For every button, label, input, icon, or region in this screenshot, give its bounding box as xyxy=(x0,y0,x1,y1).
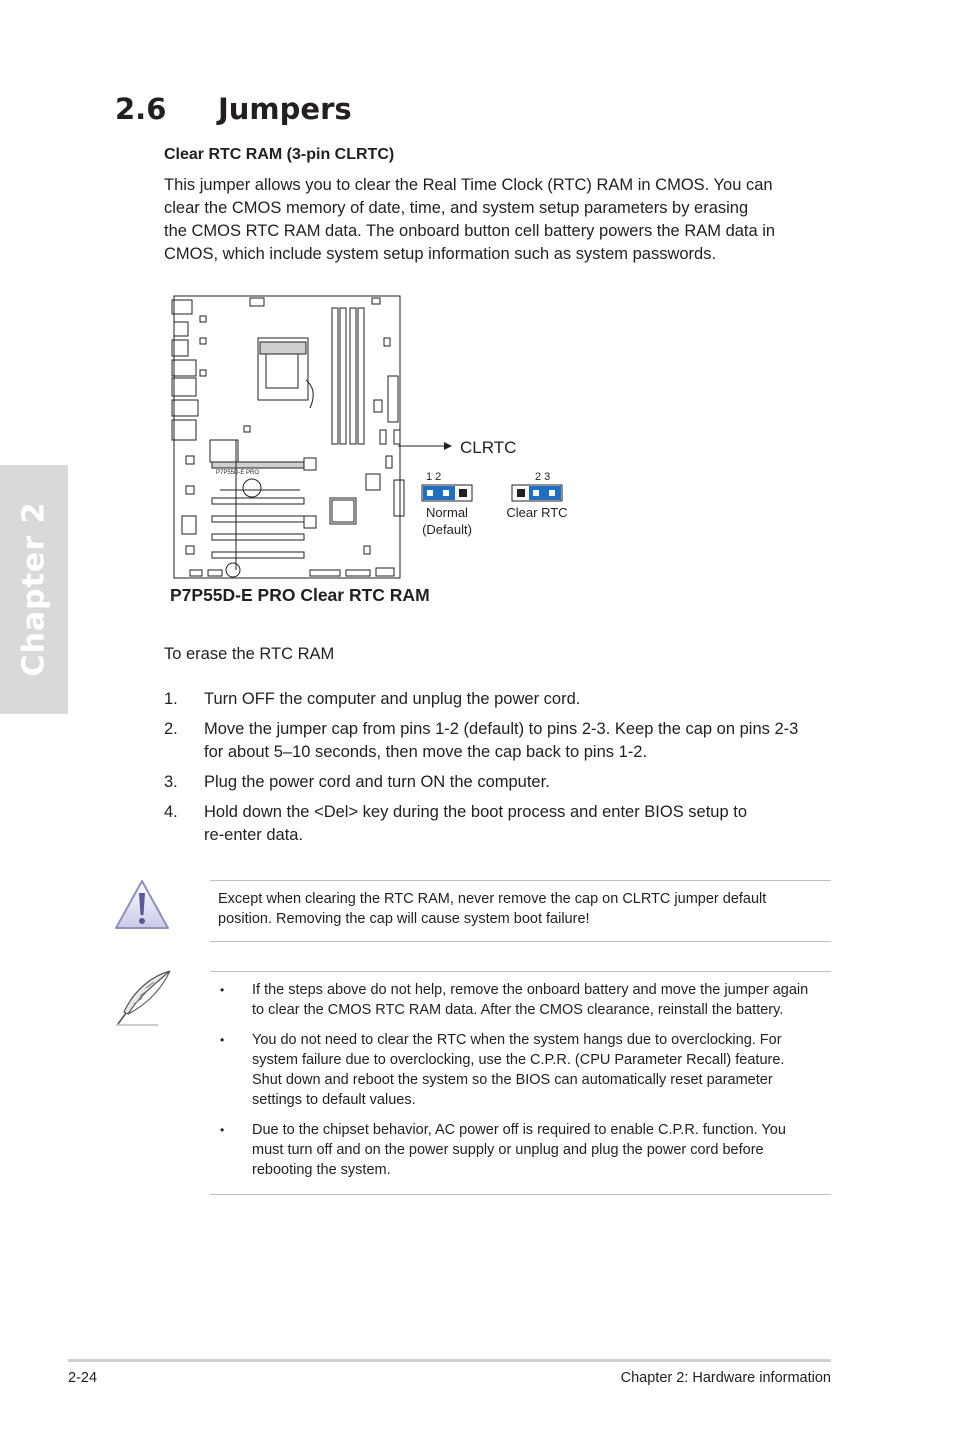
step-item xyxy=(164,688,834,711)
step-number: 1. xyxy=(164,690,178,708)
step-line: Plug the power cord and turn ON the computer. xyxy=(204,773,550,791)
figure-caption: P7P55D-E PRO Clear RTC RAM xyxy=(170,585,430,605)
note-line: must turn off and on the power supply or unplug and plug the power cord before xyxy=(252,1142,764,1158)
note-item xyxy=(218,1120,833,1180)
step-line: for about 5–10 seconds, then move the cap back to pins 1-2. xyxy=(204,743,648,761)
normal-caption: Normal xyxy=(426,505,468,520)
warning-triangle-icon xyxy=(113,878,171,932)
note-line: Shut down and reboot the system so the BIOS can automatically reset parameter xyxy=(252,1072,773,1088)
clear-pin-numbers: 2 3 xyxy=(535,471,551,483)
intro-line: This jumper allows you to clear the Real Time Clock (RTC) RAM in CMOS. You can xyxy=(164,176,773,194)
note-line: You do not need to clear the RTC when the system hangs due to overclocking. For xyxy=(252,1032,782,1048)
step-line: Move the jumper cap from pins 1-2 (default) to pins 2-3. Keep the cap on pins 2-3 xyxy=(204,720,799,738)
warning-box xyxy=(210,880,831,942)
step-line: Hold down the <Del> key during the boot process and enter BIOS setup to xyxy=(204,803,748,821)
step-item xyxy=(164,801,834,847)
clear-caption: Clear RTC xyxy=(506,505,568,520)
note-item xyxy=(218,980,833,1020)
page-number: 2-24 xyxy=(68,1370,98,1386)
normal-pin-numbers: 1 2 xyxy=(426,471,442,483)
note-line: Due to the chipset behavior, AC power off is required to enable C.P.R. function. You xyxy=(252,1122,786,1138)
note-line: If the steps above do not help, remove the onboard battery and move the jumper again xyxy=(252,982,809,998)
default-caption: (Default) xyxy=(422,522,472,537)
step-item xyxy=(164,771,834,794)
clrtc-header-marker xyxy=(226,563,240,577)
chapter-tab-label: Chapter 2 xyxy=(16,501,52,677)
arrow-head-icon xyxy=(444,442,452,450)
note-line: system failure due to overclocking, use the C.P.R. (CPU Parameter Recall) feature. xyxy=(252,1052,785,1068)
section-name: Jumpers xyxy=(218,92,352,126)
chapter-side-tab xyxy=(0,465,68,714)
steps-list xyxy=(164,688,834,854)
feather-pen-icon xyxy=(112,968,174,1028)
step-line: re-enter data. xyxy=(204,826,304,844)
footer-chapter: Chapter 2: Hardware information xyxy=(620,1370,831,1386)
subheading: Clear RTC RAM (3-pin CLRTC) xyxy=(164,146,395,163)
warning-line: Except when clearing the RTC RAM, never remove the cap on CLRTC jumper default xyxy=(218,891,767,907)
warning-text xyxy=(218,889,818,929)
bullet: • xyxy=(220,1033,225,1047)
intro-line: CMOS, which include system setup information such as system passwords. xyxy=(164,245,717,263)
step-number: 3. xyxy=(164,773,178,791)
intro-paragraph xyxy=(164,174,824,266)
bullet: • xyxy=(220,1123,225,1137)
notes-list xyxy=(218,980,833,1190)
note-line: to clear the CMOS RTC RAM data. After the CMOS clearance, reinstall the battery. xyxy=(252,1002,784,1018)
note-box xyxy=(210,971,831,1195)
step-item xyxy=(164,718,834,764)
section-number: 2.6 xyxy=(115,92,167,126)
bullet: • xyxy=(220,983,225,997)
warning-line: position. Removing the cap will cause system boot failure! xyxy=(218,911,590,927)
step-number: 2. xyxy=(164,720,178,738)
section-title xyxy=(115,92,352,126)
motherboard-figure xyxy=(160,290,590,610)
footer-rule xyxy=(68,1359,831,1362)
steps-intro: To erase the RTC RAM xyxy=(164,645,335,663)
board-model-label: P7P55D-E PRO xyxy=(216,470,260,476)
step-number: 4. xyxy=(164,803,178,821)
note-line: rebooting the system. xyxy=(252,1162,391,1178)
intro-line: clear the CMOS memory of date, time, and system setup parameters by erasing xyxy=(164,199,749,217)
step-line: Turn OFF the computer and unplug the power cord. xyxy=(204,690,581,708)
note-item xyxy=(218,1030,833,1110)
note-line: settings to default values. xyxy=(252,1092,416,1108)
intro-line: the CMOS RTC RAM data. The onboard button cell battery powers the RAM data in xyxy=(164,222,776,240)
connector-label: CLRTC xyxy=(460,438,517,457)
